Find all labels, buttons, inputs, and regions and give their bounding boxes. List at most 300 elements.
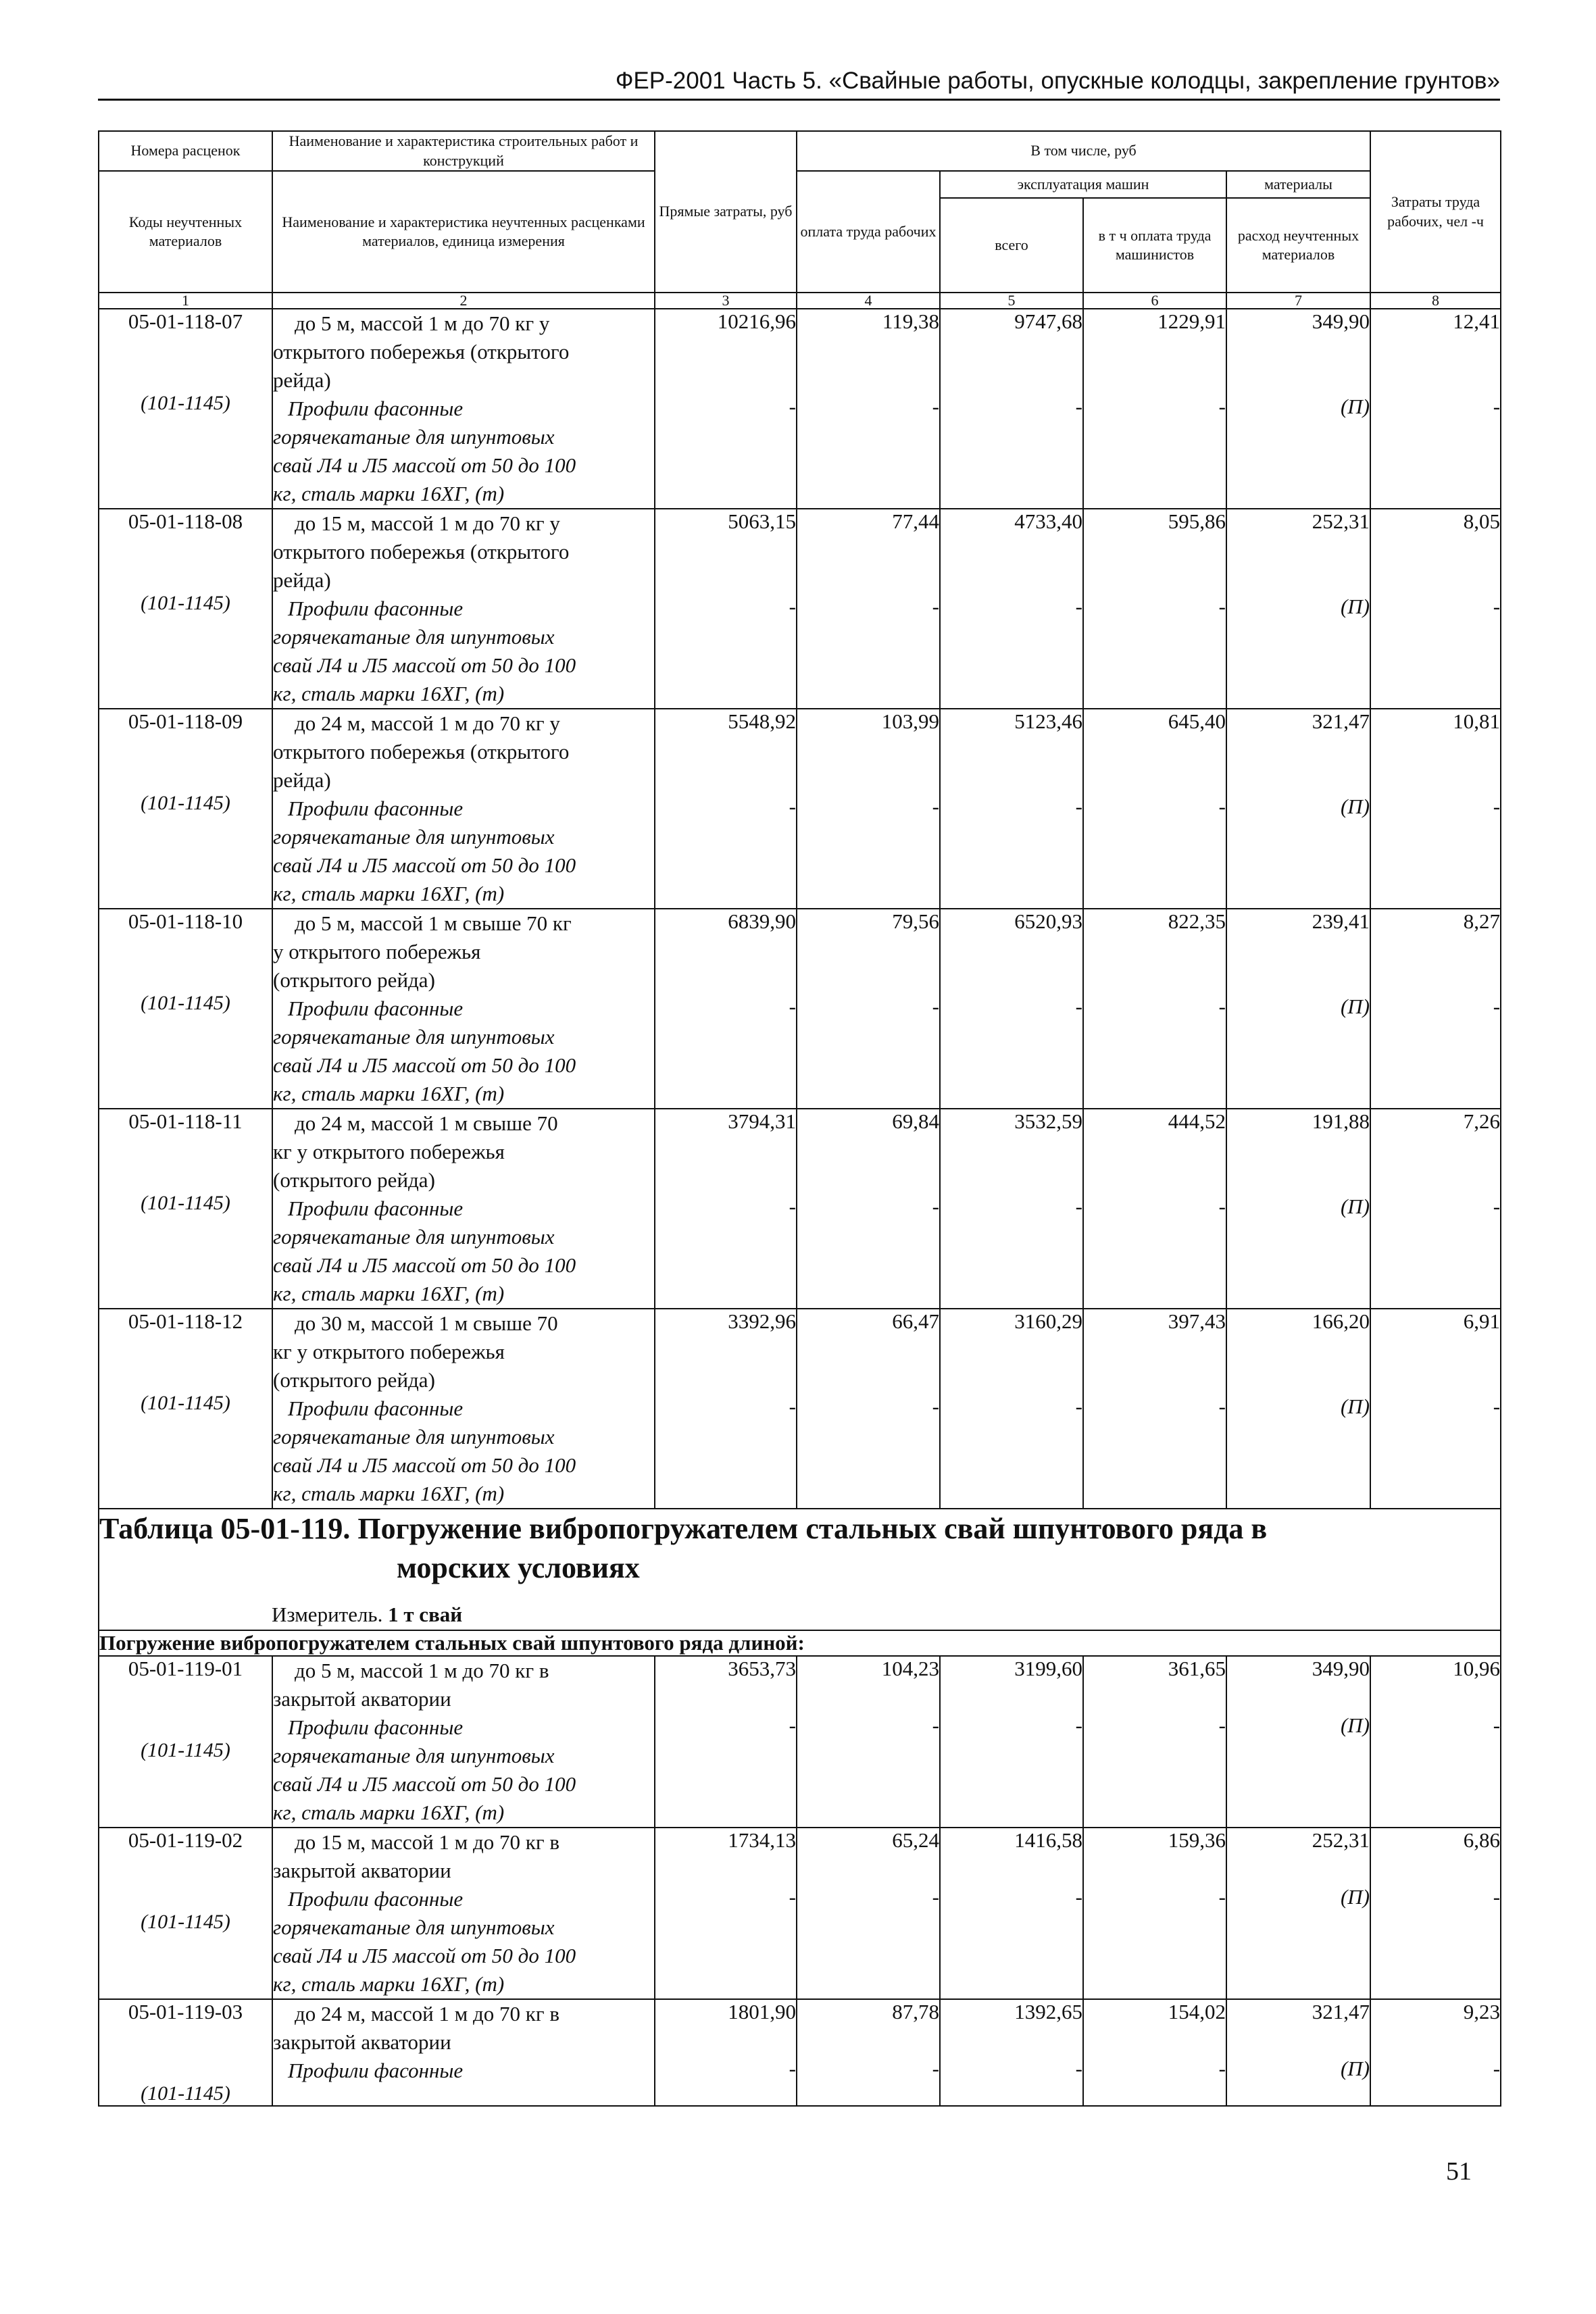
column-number: 3 [655, 293, 797, 309]
material-value: - [932, 1194, 939, 1219]
material-code: (101-1145) [141, 592, 230, 615]
material-value: - [1218, 2057, 1226, 2081]
rate-value: 3532,59 [1014, 1109, 1082, 1134]
material-value: (П) [1340, 1194, 1370, 1219]
page-number: 51 [1446, 2157, 1472, 2186]
rate-row [99, 309, 1501, 509]
material-description-line: свай Л4 и Л5 массой от 50 до 100 [273, 1253, 576, 1278]
material-value: (П) [1340, 1885, 1370, 1909]
rate-description-cell [272, 909, 655, 1109]
material-value: - [1493, 2057, 1501, 2081]
unit-value: 1 т свай [388, 1603, 463, 1627]
material-value: - [932, 595, 939, 619]
material-value: - [1075, 1394, 1082, 1419]
value-cell [1370, 1656, 1501, 1828]
rate-value: 10216,96 [717, 309, 796, 334]
material-description-line: горячекатаные для шпунтовых [273, 1915, 555, 1940]
material-value: - [1075, 1885, 1082, 1909]
value-cell [1226, 709, 1370, 909]
material-description-line: горячекатаные для шпунтовых [273, 1425, 555, 1449]
material-value: - [1218, 1713, 1226, 1738]
rate-description-line: закрытой акватории [273, 2030, 451, 2055]
rate-value: 8,27 [1463, 909, 1501, 934]
value-cell [797, 709, 940, 909]
header-col1-top: Номера расценок [99, 131, 272, 171]
material-value: - [1218, 395, 1226, 419]
rate-value: 12,41 [1453, 309, 1501, 334]
material-value: - [1218, 795, 1226, 819]
value-cell [797, 509, 940, 709]
table-119-title [99, 1509, 1500, 1588]
value-cell [1226, 909, 1370, 1109]
rate-value: 5123,46 [1014, 709, 1082, 734]
rate-value: 159,36 [1168, 1828, 1226, 1853]
rate-row [99, 1309, 1501, 1509]
material-description-line: свай Л4 и Л5 массой от 50 до 100 [273, 853, 576, 878]
material-description-line: кг, сталь марки 16ХГ, (т) [273, 1801, 505, 1825]
rate-value: 69,84 [892, 1109, 939, 1134]
material-value: - [1218, 595, 1226, 619]
material-code: (101-1145) [141, 392, 230, 415]
material-value: (П) [1340, 995, 1370, 1019]
material-description-line: горячекатаные для шпунтовых [273, 825, 555, 849]
material-value: - [1493, 1394, 1501, 1419]
value-cell [940, 1999, 1083, 2106]
material-code: (101-1145) [141, 992, 230, 1015]
column-number: 1 [99, 293, 272, 309]
column-number: 6 [1083, 293, 1226, 309]
material-value: (П) [1340, 2057, 1370, 2081]
value-cell [797, 309, 940, 509]
rate-row [99, 909, 1501, 1109]
value-cell [940, 1828, 1083, 1999]
rate-description-line: до 24 м, массой 1 м свыше 70 [295, 1111, 558, 1136]
rate-value: 3653,73 [728, 1657, 796, 1681]
value-cell [655, 1309, 797, 1509]
value-cell [1226, 1309, 1370, 1509]
page-header: ФЕР-2001 Часть 5. «Свайные работы, опускные колодцы, закрепление грунтов» [98, 68, 1500, 101]
material-value: (П) [1340, 795, 1370, 819]
table-119-title-line1: Таблица 05-01-119. Погружение вибропогружателем стальных свай шпунтового ряда в [99, 1512, 1268, 1546]
material-code: (101-1145) [141, 1739, 230, 1762]
rate-description-line: до 5 м, массой 1 м до 70 кг у [295, 311, 550, 336]
rate-value: 77,44 [892, 509, 939, 534]
rate-value: 595,86 [1168, 509, 1226, 534]
rate-row [99, 1828, 1501, 1999]
column-number: 7 [1226, 293, 1370, 309]
material-value: - [1075, 995, 1082, 1019]
value-cell [1370, 1309, 1501, 1509]
rate-code-cell [99, 709, 272, 909]
value-cell [1083, 509, 1226, 709]
value-cell [1370, 509, 1501, 709]
material-description-line: кг, сталь марки 16ХГ, (т) [273, 1972, 505, 1996]
material-description-line: кг, сталь марки 16ХГ, (т) [273, 1082, 505, 1106]
material-value: - [1218, 1394, 1226, 1419]
rate-value: 191,88 [1312, 1109, 1370, 1134]
rate-description-line: закрытой акватории [273, 1687, 451, 1711]
value-cell [1083, 709, 1226, 909]
rate-value: 321,47 [1312, 2000, 1370, 2024]
material-description-line: горячекатаные для шпунтовых [273, 1225, 555, 1249]
rate-code: 05-01-118-09 [128, 709, 243, 734]
rate-description-line: до 30 м, массой 1 м свыше 70 [295, 1311, 558, 1336]
material-value: - [1493, 795, 1501, 819]
rate-value: 645,40 [1168, 709, 1226, 734]
value-cell [1083, 309, 1226, 509]
value-cell [940, 509, 1083, 709]
rate-value: 79,56 [892, 909, 939, 934]
material-value: - [789, 995, 796, 1019]
material-value: - [1493, 1194, 1501, 1219]
material-value: - [1075, 395, 1082, 419]
rate-code-cell [99, 309, 272, 509]
material-description-line: свай Л4 и Л5 массой от 50 до 100 [273, 1772, 576, 1796]
header-col1-bottom: Коды неучтенных материалов [99, 171, 272, 293]
rate-value: 9747,68 [1014, 309, 1082, 334]
rate-value: 321,47 [1312, 709, 1370, 734]
material-description-line: Профили фасонные [288, 1715, 464, 1740]
rate-description-line: до 15 м, массой 1 м до 70 кг у [295, 511, 560, 536]
rate-value: 252,31 [1312, 1828, 1370, 1853]
header-col7: расход неучтенных материалов [1226, 198, 1370, 293]
value-cell [1083, 1656, 1226, 1828]
rates-table [98, 130, 1501, 2107]
rate-value: 7,26 [1463, 1109, 1501, 1134]
material-value: - [932, 1394, 939, 1419]
rate-value: 239,41 [1312, 909, 1370, 934]
rate-value: 444,52 [1168, 1109, 1226, 1134]
rate-value: 9,23 [1463, 2000, 1501, 2024]
material-value: - [932, 395, 939, 419]
header-col8: Затраты труда рабочих, чел -ч [1370, 131, 1501, 293]
material-code: (101-1145) [141, 792, 230, 815]
table-119-title-cell [99, 1509, 1501, 1630]
value-cell [1226, 1999, 1370, 2106]
rate-description-line: (открытого рейда) [273, 968, 435, 992]
value-cell [655, 1109, 797, 1309]
rate-description-cell [272, 1656, 655, 1828]
value-cell [1370, 1828, 1501, 1999]
rate-description-line: до 24 м, массой 1 м до 70 кг у [295, 711, 560, 736]
material-value: - [789, 1885, 796, 1909]
value-cell [797, 1828, 940, 1999]
material-value: (П) [1340, 395, 1370, 419]
material-value: - [1075, 1713, 1082, 1738]
table-119-title-line2: морских условиях [397, 1551, 640, 1585]
rate-code: 05-01-119-03 [128, 2000, 243, 2024]
rate-row [99, 709, 1501, 909]
value-cell [655, 309, 797, 509]
rate-description-line: до 24 м, массой 1 м до 70 кг в [295, 2002, 559, 2026]
material-description-line: Профили фасонные [288, 2059, 464, 2083]
table-119-title-row [99, 1509, 1501, 1630]
column-number: 2 [272, 293, 655, 309]
rate-value: 1392,65 [1014, 2000, 1082, 2024]
rate-description-line: рейда) [273, 568, 331, 593]
material-description-line: горячекатаные для шпунтовых [273, 425, 555, 449]
rate-value: 6,91 [1463, 1309, 1501, 1334]
value-cell [1370, 309, 1501, 509]
rate-value: 1801,90 [728, 2000, 796, 2024]
rate-description-line: рейда) [273, 368, 331, 393]
rate-value: 119,38 [882, 309, 939, 334]
rate-row [99, 509, 1501, 709]
value-cell [1370, 909, 1501, 1109]
rate-value: 3199,60 [1014, 1657, 1082, 1681]
rate-description-line: открытого побережья (открытого [273, 340, 570, 364]
value-cell [797, 1999, 940, 2106]
value-cell [1083, 1828, 1226, 1999]
value-cell [1083, 909, 1226, 1109]
material-description-line: Профили фасонные [288, 997, 464, 1021]
header-group-label: В том числе, руб [797, 131, 1370, 171]
material-value: - [789, 795, 796, 819]
rate-description-cell [272, 1109, 655, 1309]
material-description-line: кг, сталь марки 16ХГ, (т) [273, 882, 505, 906]
rate-value: 6839,90 [728, 909, 796, 934]
rate-description-cell [272, 1999, 655, 2106]
value-cell [1083, 1309, 1226, 1509]
rate-value: 361,65 [1168, 1657, 1226, 1681]
rate-value: 3160,29 [1014, 1309, 1082, 1334]
rate-code-cell [99, 1656, 272, 1828]
rate-value: 1734,13 [728, 1828, 796, 1853]
material-code: (101-1145) [141, 1392, 230, 1415]
material-value: - [1493, 1713, 1501, 1738]
rate-value: 10,81 [1453, 709, 1501, 734]
rate-description-line: до 5 м, массой 1 м свыше 70 кг [295, 911, 572, 936]
rate-description-line: открытого побережья (открытого [273, 540, 570, 564]
rate-description-line: рейда) [273, 768, 331, 793]
material-description-line: свай Л4 и Л5 массой от 50 до 100 [273, 1053, 576, 1078]
value-cell [1083, 1999, 1226, 2106]
value-cell [1226, 1656, 1370, 1828]
value-cell [1370, 1109, 1501, 1309]
material-description-line: кг, сталь марки 16ХГ, (т) [273, 1482, 505, 1506]
material-value: - [1493, 1885, 1501, 1909]
header-materials-label: материалы [1226, 171, 1370, 198]
column-numbers-row [99, 293, 1501, 309]
material-value: (П) [1340, 595, 1370, 619]
rate-description-cell [272, 309, 655, 509]
material-description-line: свай Л4 и Л5 массой от 50 до 100 [273, 453, 576, 478]
material-description-line: свай Л4 и Л5 массой от 50 до 100 [273, 1944, 576, 1968]
rate-description-line: до 15 м, массой 1 м до 70 кг в [295, 1830, 559, 1855]
material-description-line: кг, сталь марки 16ХГ, (т) [273, 682, 505, 706]
material-value: - [932, 795, 939, 819]
column-number: 4 [797, 293, 940, 309]
value-cell [940, 1309, 1083, 1509]
value-cell [655, 1999, 797, 2106]
value-cell [655, 709, 797, 909]
material-code: (101-1145) [141, 1192, 230, 1215]
value-cell [940, 709, 1083, 909]
rate-code: 05-01-118-12 [128, 1309, 243, 1334]
rate-value: 3794,31 [728, 1109, 796, 1134]
rate-code: 05-01-119-02 [128, 1828, 243, 1853]
rate-description-line: кг у открытого побережья [273, 1340, 505, 1364]
rate-value: 154,02 [1168, 2000, 1226, 2024]
header-col4: оплата труда рабочих [797, 171, 940, 293]
material-value: - [1075, 795, 1082, 819]
material-description-line: Профили фасонные [288, 1197, 464, 1221]
rate-value: 104,23 [881, 1657, 939, 1681]
value-cell [1370, 1999, 1501, 2106]
material-value: - [932, 1885, 939, 1909]
material-value: - [789, 395, 796, 419]
rate-value: 103,99 [881, 709, 939, 734]
header-machines-label: эксплуатация машин [940, 171, 1226, 198]
value-cell [797, 909, 940, 1109]
material-value: - [1493, 595, 1501, 619]
material-description-line: Профили фасонные [288, 597, 464, 621]
rate-value: 65,24 [892, 1828, 939, 1853]
rate-value: 822,35 [1168, 909, 1226, 934]
rate-value: 349,90 [1312, 1657, 1370, 1681]
rate-code: 05-01-118-10 [128, 909, 243, 934]
header-col6: в т ч оплата труда машинистов [1083, 198, 1226, 293]
material-description-line: Профили фасонные [288, 1397, 464, 1421]
rate-value: 1229,91 [1157, 309, 1226, 334]
table-119-unit [99, 1603, 1500, 1630]
value-cell [1226, 309, 1370, 509]
value-cell [1083, 1109, 1226, 1309]
rate-value: 252,31 [1312, 509, 1370, 534]
value-cell [797, 1656, 940, 1828]
material-description-line: кг, сталь марки 16ХГ, (т) [273, 1282, 505, 1306]
value-cell [1226, 1109, 1370, 1309]
rate-value: 6,86 [1463, 1828, 1501, 1853]
rate-description-line: (открытого рейда) [273, 1368, 435, 1392]
table-119-subheading-row [99, 1630, 1501, 1656]
value-cell [797, 1309, 940, 1509]
table-119-subheading: Погружение вибропогружателем стальных свай шпунтового ряда длиной: [99, 1630, 1501, 1656]
rate-code: 05-01-118-07 [128, 309, 243, 334]
material-value: - [1218, 1194, 1226, 1219]
material-value: - [1218, 995, 1226, 1019]
header-col2-top: Наименование и характеристика строительных работ и конструкций [272, 131, 655, 171]
material-value: - [1493, 395, 1501, 419]
header-col3: Прямые затраты, руб [655, 131, 797, 293]
material-value: - [789, 595, 796, 619]
rate-code: 05-01-119-01 [128, 1657, 243, 1681]
material-description-line: свай Л4 и Л5 массой от 50 до 100 [273, 1453, 576, 1478]
value-cell [655, 909, 797, 1109]
rate-description-cell [272, 1828, 655, 1999]
rate-row [99, 1999, 1501, 2106]
column-number: 5 [940, 293, 1083, 309]
material-description-line: горячекатаные для шпунтовых [273, 1744, 555, 1768]
material-description-line: горячекатаные для шпунтовых [273, 625, 555, 649]
rate-code-cell [99, 909, 272, 1109]
rate-description-line: у открытого побережья [273, 940, 481, 964]
rate-description-line: открытого побережья (открытого [273, 740, 570, 764]
rate-value: 87,78 [892, 2000, 939, 2024]
header-row-2 [99, 171, 1501, 198]
rate-code-cell [99, 1309, 272, 1509]
rate-code-cell [99, 1828, 272, 1999]
rate-value: 1416,58 [1014, 1828, 1082, 1853]
material-value: - [1075, 1194, 1082, 1219]
value-cell [1370, 709, 1501, 909]
rate-row [99, 1656, 1501, 1828]
rate-description-cell [272, 709, 655, 909]
material-value: - [789, 1713, 796, 1738]
value-cell [940, 909, 1083, 1109]
value-cell [797, 1109, 940, 1309]
header-row-1 [99, 131, 1501, 171]
value-cell [655, 1828, 797, 1999]
rate-description-line: до 5 м, массой 1 м до 70 кг в [295, 1659, 549, 1683]
value-cell [940, 309, 1083, 509]
material-description-line: Профили фасонные [288, 797, 464, 821]
material-description-line: свай Л4 и Л5 массой от 50 до 100 [273, 653, 576, 678]
material-value: - [1075, 595, 1082, 619]
rate-code-cell [99, 1109, 272, 1309]
rate-value: 10,96 [1453, 1657, 1501, 1681]
rate-code: 05-01-118-08 [128, 509, 243, 534]
material-value: (П) [1340, 1713, 1370, 1738]
material-description-line: кг, сталь марки 16ХГ, (т) [273, 482, 505, 506]
rate-value: 166,20 [1312, 1309, 1370, 1334]
material-description-line: Профили фасонные [288, 1887, 464, 1911]
material-value: - [1075, 2057, 1082, 2081]
value-cell [655, 1656, 797, 1828]
material-value: - [789, 2057, 796, 2081]
rate-value: 8,05 [1463, 509, 1501, 534]
material-description-line: Профили фасонные [288, 397, 464, 421]
value-cell [1226, 1828, 1370, 1999]
rate-value: 397,43 [1168, 1309, 1226, 1334]
rate-value: 6520,93 [1014, 909, 1082, 934]
rate-value: 4733,40 [1014, 509, 1082, 534]
material-value: - [789, 1194, 796, 1219]
material-value: - [1218, 1885, 1226, 1909]
material-value: - [932, 2057, 939, 2081]
value-cell [1226, 509, 1370, 709]
rate-value: 349,90 [1312, 309, 1370, 334]
material-code: (101-1145) [141, 1911, 230, 1934]
material-value: - [1493, 995, 1501, 1019]
material-description-line: горячекатаные для шпунтовых [273, 1025, 555, 1049]
unit-label: Измеритель. [272, 1603, 383, 1627]
column-number: 8 [1370, 293, 1501, 309]
material-value: - [932, 1713, 939, 1738]
rate-value: 66,47 [892, 1309, 939, 1334]
rate-description-cell [272, 509, 655, 709]
value-cell [940, 1656, 1083, 1828]
value-cell [940, 1109, 1083, 1309]
rate-code-cell [99, 1999, 272, 2106]
material-code: (101-1145) [141, 2082, 230, 2105]
rate-description-line: закрытой акватории [273, 1859, 451, 1883]
header-col5: всего [940, 198, 1083, 293]
rate-description-line: (открытого рейда) [273, 1168, 435, 1192]
rate-value: 5063,15 [728, 509, 796, 534]
rate-description-line: кг у открытого побережья [273, 1140, 505, 1164]
material-value: - [932, 995, 939, 1019]
rate-row [99, 1109, 1501, 1309]
rate-value: 5548,92 [728, 709, 796, 734]
rate-description-cell [272, 1309, 655, 1509]
material-value: (П) [1340, 1394, 1370, 1419]
header-col2-bottom: Наименование и характеристика неучтенных расценками материалов, единица измерения [272, 171, 655, 293]
material-value: - [789, 1394, 796, 1419]
value-cell [655, 509, 797, 709]
rate-value: 3392,96 [728, 1309, 796, 1334]
rate-code: 05-01-118-11 [128, 1109, 243, 1134]
